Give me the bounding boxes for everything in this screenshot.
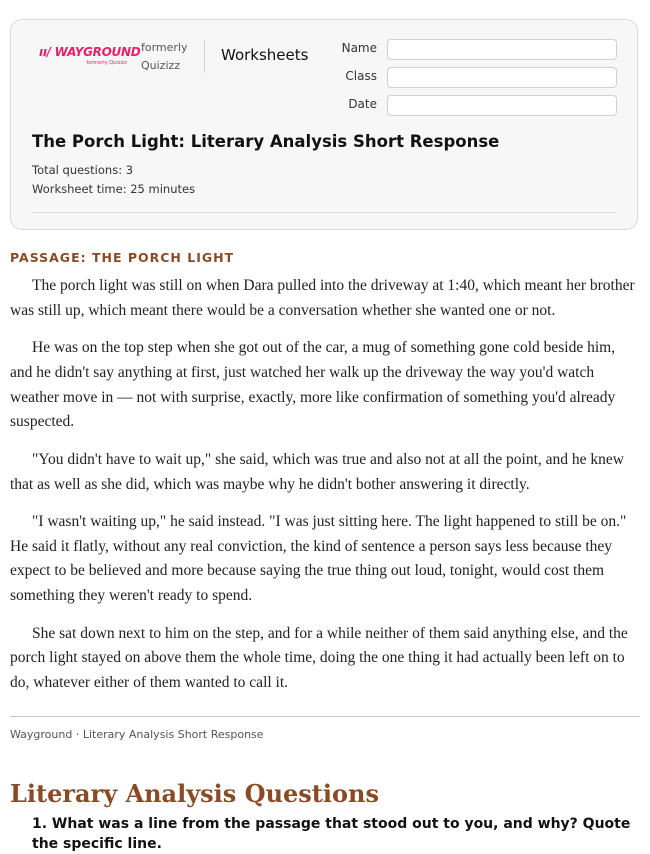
- passage-paragraph: "I wasn't waiting up," he said instead. "I was just sitting here. The light happened to still be on." He said it flatly, without any real conviction, the kind of sentence a person says less because they expect to be believed and more because saying the true thing out loud, tonight, would cost them something they weren't ready to spend.: [10, 512, 627, 605]
- logo-subtext: formerly Quizizz: [86, 60, 127, 66]
- questions-heading: Literary Analysis Questions: [10, 779, 379, 808]
- footer-divider: [10, 716, 640, 717]
- logo-bars-icon: ıı/: [39, 45, 51, 59]
- section-title: Worksheets: [221, 46, 309, 64]
- name-field[interactable]: [387, 39, 617, 60]
- passage-paragraph: She sat down next to him on the step, and for a while neither of them said anything else, and the porch light stayed on above them the whole time, doing the one thing it had actually been left on to do, whatever either of them wanted to call it.: [10, 624, 628, 692]
- passage-paragraph: "You didn't have to wait up," she said, which was true and also not at all the point, and he knew that as well as she did, which was maybe why he didn't bother answering it directly.: [10, 450, 625, 493]
- header-divider: [204, 40, 205, 73]
- worksheet-header-card: [10, 19, 638, 230]
- page-footer: Wayground · Literary Analysis Short Response: [10, 728, 264, 741]
- formerly-quizizz-note: formerly Quizizz: [141, 41, 188, 72]
- logo-wordmark: ıı/ WAYGROUND: [39, 45, 141, 59]
- passage-paragraph: The porch light was still on when Dara pulled into the driveway at 1:40, which meant her brother was still up, which meant there would be a conversation whether she wanted one or not.: [10, 277, 635, 319]
- date-label: Date: [348, 97, 377, 111]
- wayground-logo: [39, 45, 141, 66]
- question-list: [32, 814, 640, 854]
- class-field[interactable]: [387, 67, 617, 88]
- passage-paragraph: He was on the top step when she got out of the car, a mug of something gone cold beside him, and he didn't say anything at first, just watched her walk up the driveway the way you'd watch weather move in — not with surprise, exactly, more like confirmation of something you'd already suspected.: [10, 339, 616, 431]
- total-questions: Total questions: 3: [32, 163, 134, 177]
- question-item: 1. What was a line from the passage that stood out to you, and why? Quote the specific line.: [32, 816, 631, 852]
- passage-body: [10, 274, 640, 708]
- class-label: Class: [345, 69, 377, 83]
- name-label: Name: [341, 41, 377, 55]
- date-field[interactable]: [387, 95, 617, 116]
- card-divider: [32, 212, 616, 213]
- worksheet-time: Worksheet time: 25 minutes: [32, 182, 196, 196]
- passage-heading: PASSAGE: THE PORCH LIGHT: [10, 250, 235, 265]
- worksheet-title: The Porch Light: Literary Analysis Short Response: [32, 132, 500, 151]
